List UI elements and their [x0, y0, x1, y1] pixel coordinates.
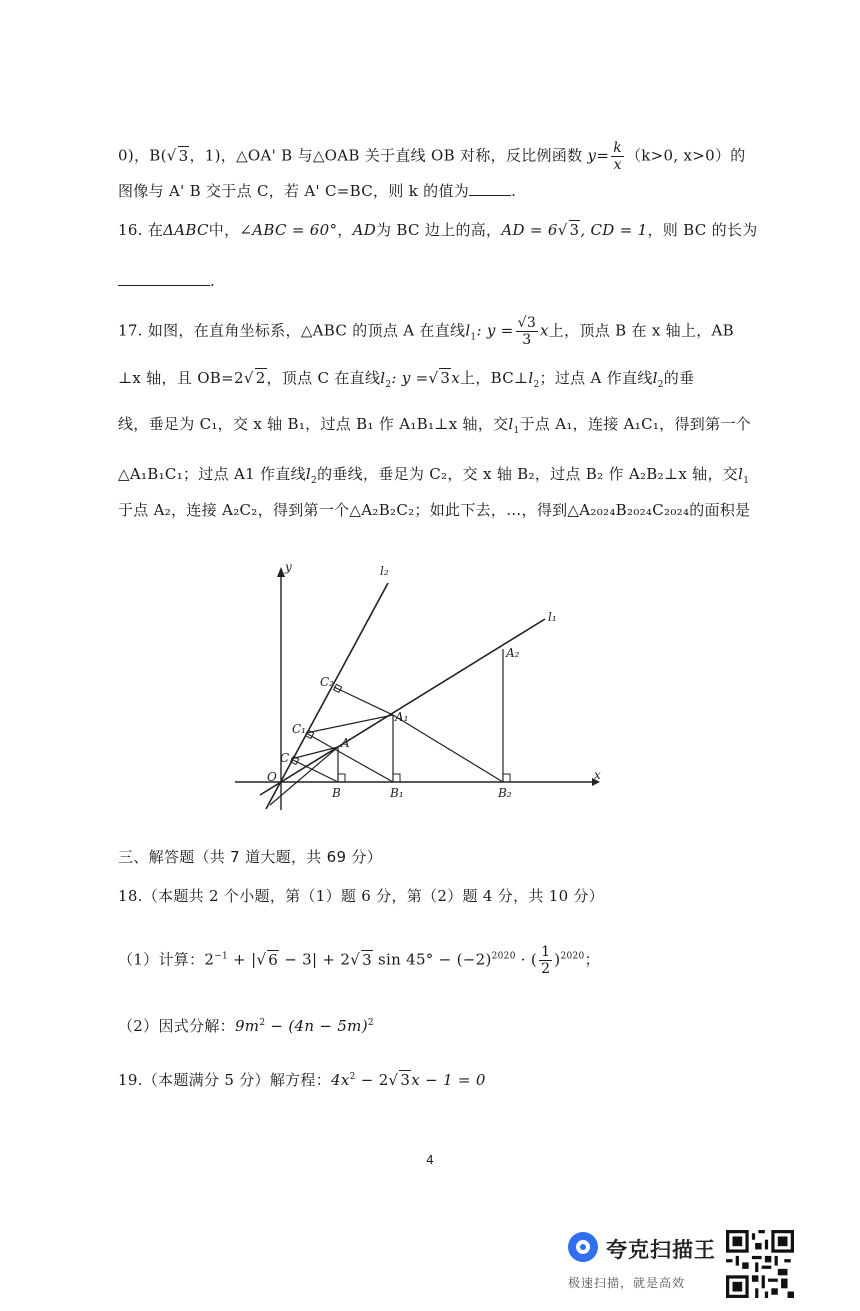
segment-CB [291, 759, 338, 782]
q16-line: 16. 在ΔABC中，∠ABC = 60°，AD为 BC 边上的高，AD = 6√ 3, CD = 1，则 BC 的长为 [118, 221, 758, 239]
label-O: O [267, 770, 277, 784]
label-A2: A₂ [506, 646, 520, 660]
line-l2 [266, 583, 388, 809]
label-x: x [594, 768, 601, 782]
q15-line1: 0)，B(√ 3，1)，△OA' B 与△OAB 关于直线 OB 对称，反比例函数 y= $\frac{k}{x}$ （k>0, x>0）的 [118, 140, 746, 173]
segment-A1B2 [393, 715, 503, 782]
qr-code-icon [726, 1230, 794, 1298]
y-axis-arrow-icon [277, 567, 285, 577]
geometry-figure [230, 555, 610, 815]
answer-blank [118, 285, 210, 286]
watermark-title: 夸克扫描王 [606, 1238, 716, 1262]
segment-C1A1 [306, 715, 393, 733]
label-B2: B₂ [498, 786, 512, 800]
right-angle-B-icon [338, 774, 345, 782]
right-angle-B1-icon [393, 774, 400, 782]
label-B: B [332, 786, 341, 800]
q19-line: 19.（本题满分 5 分）解方程：$4x^2 - 2√$ 3x − 1 = 0 [118, 1071, 486, 1089]
label-l1: l₁ [548, 610, 557, 624]
line-l1 [260, 619, 545, 795]
label-y: y [285, 560, 292, 574]
q16-answer-line: . [118, 270, 215, 292]
label-B1: B₁ [390, 786, 404, 800]
label-C1: C₁ [292, 722, 306, 736]
segment-C2A1 [334, 687, 393, 715]
label-A1: A₁ [395, 710, 409, 724]
q18-part1: （1）计算：$2^{-1}$ + |√ 6 − 3| + 2√ 3 $\sin 45^\circ - (-2)^{2020}$ · ( $\frac{1}{2}$ )$^{2020}$； [118, 944, 600, 977]
watermark-subtitle: 极速扫描，就是高效 [568, 1276, 686, 1290]
quark-logo-icon [568, 1232, 598, 1262]
answer-blank [469, 195, 511, 196]
q18-heading: 18.（本题共 2 个小题，第（1）题 6 分，第（2）题 4 分，共 10 分） [118, 887, 605, 905]
right-angle-B2-icon [503, 774, 510, 782]
section-heading: 三、解答题（共 7 道大题，共 69 分） [118, 848, 383, 866]
q17-line2: ⊥x 轴，且 OB=2√ 2，顶点 C 在直线$l_2$: y =√ 3x上，$BC\perp l_2$；过点 A 作直线$l_2$的垂 [118, 369, 695, 390]
label-l2: l₂ [380, 564, 389, 578]
q17-line4: △A₁B₁C₁；过点 A1 作直线$l_2$的垂线，垂足为 C₂，交 x 轴 B₂，过点 B₂ 作 A₂B₂⊥x 轴，交$l_1$ [118, 465, 750, 486]
label-C2: C₂ [320, 675, 334, 689]
label-C: C [280, 751, 290, 765]
q18-part2: （2）因式分解：$9m^2 - (4n - 5m)^2$ [118, 1017, 374, 1035]
q15-line2: 图像与 A' B 交于点 C，若 A' C=BC，则 k 的值为 . [118, 182, 517, 200]
label-A: A [341, 736, 350, 750]
q17-line1: 17. 如图，在直角坐标系，△ABC 的顶点 A 在直线$l_1$: y = $\frac{√3}{3}$ x上，顶点 B 在 x 轴上，AB [118, 315, 735, 348]
page-number: 4 [426, 1153, 434, 1167]
q17-line3: 线，垂足为 C₁，交 x 轴 B₁，过点 B₁ 作 A₁B₁⊥x 轴，交$l_1$于点 A₁，连接 A₁C₁，得到第一个 [118, 415, 751, 436]
q17-line5: 于点 A₂，连接 A₂C₂，得到第一个△A₂B₂C₂；如此下去，…，得到△A₂₀₂₄B₂₀₂₄C₂₀₂₄的面积是 [118, 501, 751, 519]
